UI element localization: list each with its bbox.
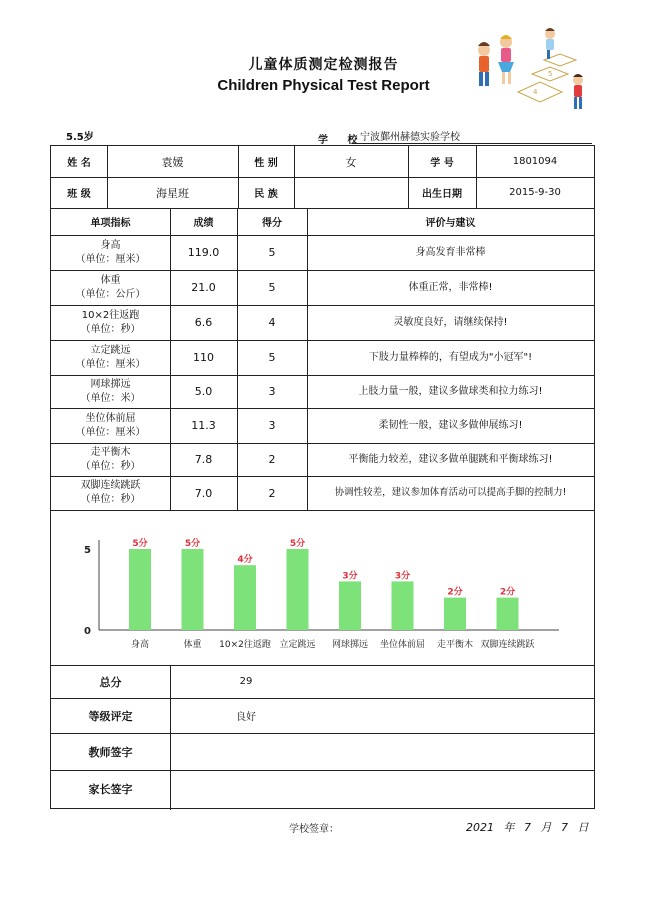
score-cell: 3 <box>268 385 276 398</box>
svg-text:5: 5 <box>548 70 553 78</box>
comment-cell: 柔韧性一般，建议多做伸展练习! <box>378 419 523 431</box>
bar-data-label: 2分 <box>499 587 516 598</box>
header-result: 成绩 <box>193 218 214 229</box>
birthdate-value: 2015-9-30 <box>509 187 561 198</box>
score-bar <box>497 598 519 630</box>
bar-data-label: 5分 <box>184 539 201 549</box>
result-cell: 7.8 <box>194 453 213 466</box>
item-name: 坐位体前屈 <box>85 412 136 424</box>
comment-cell: 灵敏度良好，请继续保持! <box>393 316 508 328</box>
bar-data-label: 3分 <box>394 571 411 582</box>
item-name: 网球掷远 <box>90 378 131 390</box>
item-unit: （单位：厘米） <box>75 253 146 265</box>
teacher-signature-label: 教师签字 <box>88 745 133 759</box>
report-title-en: Children Physical Test Report <box>217 77 430 94</box>
age-label: 5.5岁 <box>66 132 94 143</box>
result-cell: 21.0 <box>191 281 216 294</box>
parent-signature-label: 家长签字 <box>88 783 133 796</box>
x-category-label: 网球掷远 <box>331 640 369 650</box>
comment-cell: 上肢力量一般，建议多做球类和拉力练习! <box>358 385 543 397</box>
score-cell: 5 <box>268 351 276 364</box>
score-bar-chart <box>51 512 594 665</box>
item-name: 体重 <box>100 274 121 286</box>
row-divider <box>51 510 594 511</box>
header-score: 得分 <box>262 218 282 229</box>
item-unit: （单位：公斤） <box>75 288 146 300</box>
report-date: 2021 年 7 月 7 日 <box>466 821 589 834</box>
ethnicity-label: 民 族 <box>254 189 278 200</box>
item-name: 走平衡木 <box>90 446 131 458</box>
score-cell: 2 <box>268 453 276 466</box>
x-category-label: 10×2往返跑 <box>219 640 271 650</box>
children-playing-illustration <box>470 22 590 114</box>
item-cell <box>51 305 170 340</box>
comment-cell: 平衡能力较差，建议多做单腿跳和平衡球练习! <box>348 453 553 465</box>
item-cell <box>51 235 170 270</box>
x-category-label: 双脚连续跳跃 <box>480 640 535 650</box>
total-label: 总分 <box>99 675 122 689</box>
item-unit: （单位：秒） <box>80 494 141 505</box>
parent-signature-field[interactable] <box>170 770 594 808</box>
header-item: 单项指标 <box>90 218 131 229</box>
bar-data-label: 2分 <box>447 587 463 598</box>
score-bar <box>182 549 204 630</box>
score-cell: 5 <box>268 281 276 294</box>
gender-label: 性 别 <box>254 158 278 169</box>
class-value: 海星班 <box>156 186 189 200</box>
item-unit: （单位：秒） <box>80 323 141 335</box>
total-value: 29 <box>239 676 253 687</box>
item-cell <box>51 476 170 510</box>
class-label: 班 级 <box>67 189 91 200</box>
item-name: 身高 <box>100 239 121 251</box>
item-cell <box>51 375 170 408</box>
score-cell: 4 <box>268 316 276 329</box>
student-id-value: 1801094 <box>512 156 558 167</box>
item-unit: （单位：秒） <box>80 460 141 472</box>
item-cell <box>51 270 170 305</box>
score-bar <box>234 565 256 630</box>
bar-data-label: 5分 <box>289 539 306 549</box>
name-value: 袁媛 <box>161 155 184 169</box>
item-cell <box>51 408 170 443</box>
comment-cell: 体重正常，非常棒! <box>408 281 493 293</box>
result-cell: 119.0 <box>187 246 220 259</box>
score-bar <box>392 581 414 630</box>
bar-data-label: 3分 <box>342 571 358 582</box>
ethnicity-value <box>294 177 408 208</box>
result-cell: 7.0 <box>194 486 213 500</box>
x-category-label: 走平衡木 <box>436 640 474 650</box>
comment-cell: 协调性较差，建议参加体育活动可以提高手脚的控制力! <box>334 487 567 498</box>
score-cell: 2 <box>268 486 276 500</box>
school-value: 宁波鄞州赫德实验学校 <box>352 128 592 144</box>
teacher-signature-field[interactable] <box>170 733 594 770</box>
bar-data-label: 4分 <box>237 555 253 566</box>
score-cell: 3 <box>268 419 276 432</box>
item-unit: （单位：米） <box>80 392 141 404</box>
y-tick-label: 5 <box>84 545 91 556</box>
x-category-label: 立定跳远 <box>279 640 316 650</box>
item-cell <box>51 443 170 476</box>
result-cell: 6.6 <box>194 316 213 329</box>
birthdate-label: 出生日期 <box>422 189 462 200</box>
item-name: 10×2往返跑 <box>81 309 140 321</box>
item-name: 双脚连续跳跃 <box>80 480 141 491</box>
x-category-label: 坐位体前屈 <box>379 640 426 650</box>
item-unit: （单位：厘米） <box>75 426 146 438</box>
item-cell <box>51 340 170 375</box>
score-bar <box>444 598 466 630</box>
grade-value: 良好 <box>236 712 256 723</box>
x-category-label: 体重 <box>183 640 202 650</box>
header-comment: 评价与建议 <box>425 218 476 229</box>
gender-value: 女 <box>345 155 357 169</box>
svg-text:4: 4 <box>533 88 538 96</box>
report-table <box>50 145 595 809</box>
score-bar <box>129 549 151 630</box>
school-label: 学 校 <box>318 135 366 146</box>
result-cell: 11.3 <box>191 419 216 432</box>
y-tick-label: 0 <box>84 626 91 637</box>
comment-cell: 身高发育非常棒 <box>415 246 486 258</box>
item-unit: （单位：厘米） <box>75 358 146 370</box>
name-label: 姓 名 <box>67 158 91 169</box>
score-cell: 5 <box>268 246 276 259</box>
comment-cell: 下肢力量棒棒的，有望成为"小冠军"! <box>368 351 533 363</box>
result-cell: 110 <box>193 351 214 364</box>
report-title-cn: 儿童体质测定检测报告 <box>248 57 399 73</box>
bar-data-label: 5分 <box>132 539 148 549</box>
x-category-label: 身高 <box>130 640 150 650</box>
grade-label: 等级评定 <box>88 709 133 723</box>
item-name: 立定跳远 <box>90 344 131 356</box>
score-bar <box>339 581 361 630</box>
result-cell: 5.0 <box>194 385 213 398</box>
score-bar <box>287 549 309 630</box>
student-id-label: 学 号 <box>430 158 454 169</box>
school-stamp-label: 学校签章： <box>289 824 339 835</box>
